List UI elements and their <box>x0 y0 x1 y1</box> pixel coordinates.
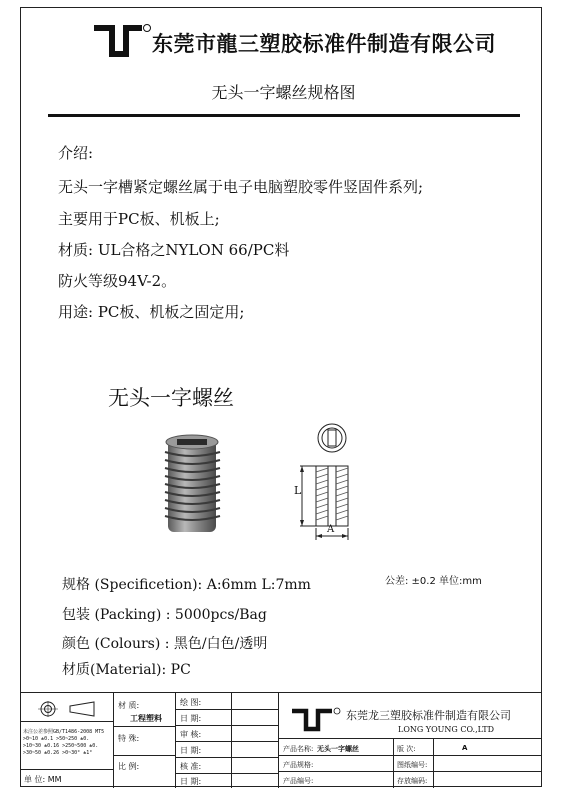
intro-line-2: 主要用于PC板、机板上; <box>58 210 220 228</box>
spec-material: 材质(Material): PC <box>62 662 191 678</box>
product-name-value: 无头一字螺丝 <box>317 745 359 753</box>
product-spec-label: 产品规格: <box>283 761 314 769</box>
date3-label: 日 期: <box>180 777 202 786</box>
date2-label: 日 期: <box>180 746 202 755</box>
sheet-title: 无头一字螺丝规格图 <box>211 83 356 102</box>
scale-label: 比 例: <box>118 762 140 771</box>
title-block-logo-icon <box>290 707 342 733</box>
version-value: A <box>462 744 468 752</box>
tolerance-table-row-3: >10~30 ±0.16 >250~500 ±0. <box>23 743 99 749</box>
title-block-company-en: LONG YOUNG CO.,LTD <box>398 725 495 734</box>
intro-line-1: 无头一字槽紧定螺丝属于电子电脑塑胶零件竖固件系列; <box>58 178 424 196</box>
tolerance-table-row-1: 未注公差参照GB/T1486-2008 MT5 <box>23 729 105 735</box>
check-label: 核 准: <box>180 762 202 771</box>
product-name-label: 产品名称: <box>283 745 314 753</box>
unit-label: 单 位: MM <box>24 775 62 784</box>
title-block <box>20 692 542 788</box>
intro-heading: 介绍: <box>58 144 94 162</box>
tolerance-table-row-4: >30~50 ±0.26 >0~30° ±1° <box>23 750 93 756</box>
dimension-label-a: A <box>327 524 335 535</box>
tolerance-table-row-2: >0~10 ±0.1 >50~250 ±0. <box>23 736 90 742</box>
storage-no-label: 存放编码: <box>397 777 428 785</box>
material-value: 工程塑料 <box>130 714 162 723</box>
header-divider <box>48 114 520 117</box>
spec-size: 规格 (Specificetion): A:6mm L:7mm <box>62 577 311 593</box>
company-logo-icon <box>92 24 152 60</box>
screw-image <box>160 432 225 537</box>
spec-packing: 包装 (Packing) : 5000pcs/Bag <box>62 607 267 623</box>
intro-line-3: 材质: UL合格之NYLON 66/PC料 <box>58 241 290 259</box>
intro-line-4: 防火等级94V-2。 <box>58 272 177 290</box>
version-label: 版 次: <box>397 745 416 753</box>
dimension-label-l: L <box>294 484 302 497</box>
product-title: 无头一字螺丝 <box>108 386 234 410</box>
material-label: 材 质: <box>118 701 140 710</box>
tolerance-note: 公差: ±0.2 单位:mm <box>385 576 482 587</box>
product-no-label: 产品编号: <box>283 777 314 785</box>
intro-line-5: 用途: PC板、机板之固定用; <box>58 303 245 321</box>
spec-colours: 颜色 (Colours) : 黑色/白色/透明 <box>62 636 268 652</box>
review-label: 审 核: <box>180 730 202 739</box>
title-block-company-name: 东莞龙三塑胶标准件制造有限公司 <box>346 709 511 722</box>
special-label: 特 殊: <box>118 734 140 743</box>
company-name: 东莞市龍三塑胶标准件制造有限公司 <box>152 32 496 56</box>
drawn-label: 绘 图: <box>180 698 202 707</box>
date-label: 日 期: <box>180 714 202 723</box>
projection-symbol-icon <box>38 701 100 717</box>
drawing-no-label: 图纸编号: <box>397 761 428 769</box>
